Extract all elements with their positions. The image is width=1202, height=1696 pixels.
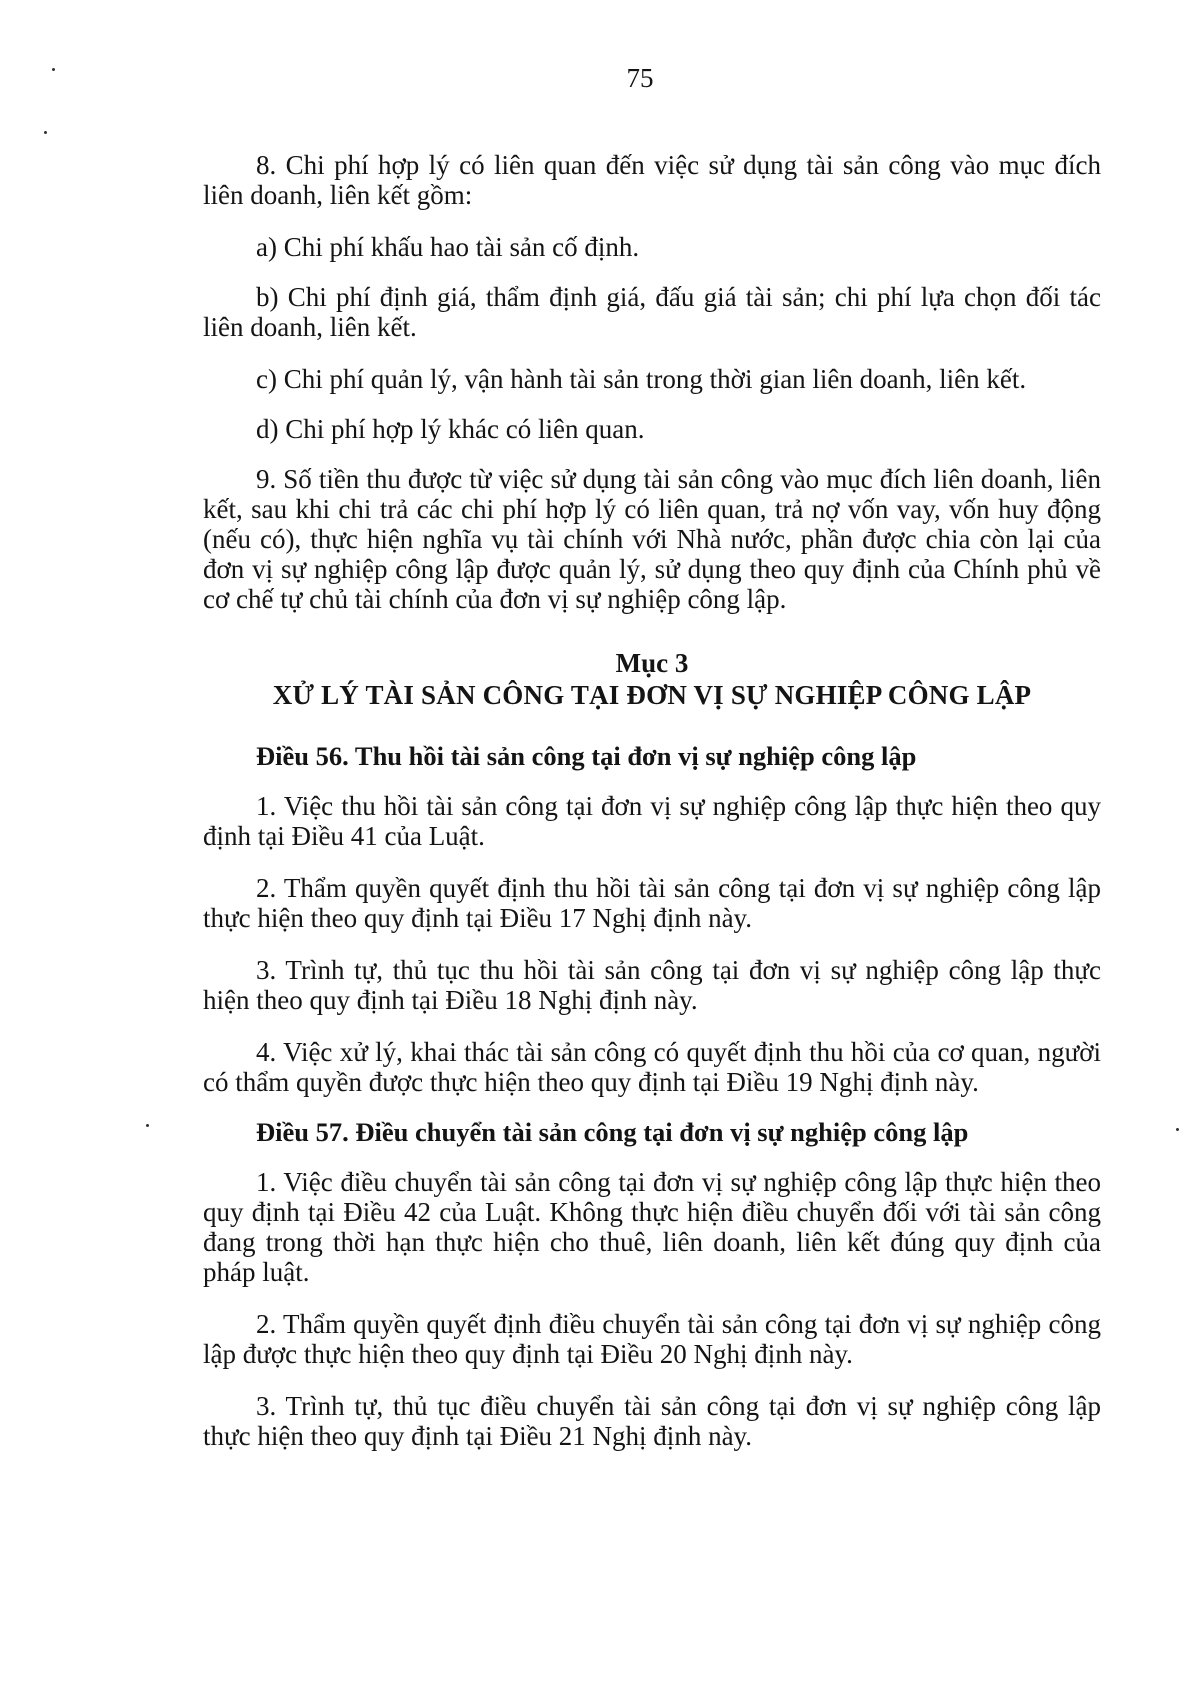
article-56-paragraph-3: 3. Trình tự, thủ tục thu hồi tài sản công tại đơn vị sự nghiệp công lập thực hiện theo quy định tại Điều 18 Nghị định này.	[203, 955, 1101, 1015]
article-57-paragraph-2: 2. Thẩm quyền quyết định điều chuyển tài sản công tại đơn vị sự nghiệp công lập được thực hiện theo quy định tại Điều 20 Nghị định này.	[203, 1309, 1101, 1369]
article-56-heading: Điều 56. Thu hồi tài sản công tại đơn vị sự nghiệp công lập	[256, 741, 917, 771]
article-56-paragraph-2: 2. Thẩm quyền quyết định thu hồi tài sản công tại đơn vị sự nghiệp công lập thực hiện theo quy định tại Điều 17 Nghị định này.	[203, 873, 1101, 933]
scan-speck	[52, 68, 55, 71]
article-57-paragraph-1: 1. Việc điều chuyển tài sản công tại đơn vị sự nghiệp công lập thực hiện theo quy định tại Điều 42 của Luật. Không thực hiện điều chuyển đối với tài sản công đang trong thời hạn thực hiện cho thuê, liên doanh, liên kết đúng quy định của pháp luật.	[203, 1167, 1101, 1287]
article-56-paragraph-4: 4. Việc xử lý, khai thác tài sản công có quyết định thu hồi của cơ quan, người có thẩm quyền được thực hiện theo quy định tại Điều 19 Nghị định này.	[203, 1037, 1101, 1097]
section-heading	[203, 647, 1101, 711]
scan-speck	[146, 1124, 149, 1127]
page-number: 75	[626, 63, 654, 93]
paragraph-8: 8. Chi phí hợp lý có liên quan đến việc sử dụng tài sản công vào mục đích liên doanh, liên kết gồm:	[203, 150, 1101, 210]
section-label: Mục 3	[615, 648, 689, 678]
scan-speck	[1176, 1128, 1179, 1131]
scan-speck	[44, 131, 47, 134]
document-body	[203, 150, 1101, 1473]
article-57-heading: Điều 57. Điều chuyển tài sản công tại đơn vị sự nghiệp công lập	[256, 1117, 969, 1147]
paragraph-8b: b) Chi phí định giá, thẩm định giá, đấu giá tài sản; chi phí lựa chọn đối tác liên doanh, liên kết.	[203, 282, 1101, 342]
paragraph-9: 9. Số tiền thu được từ việc sử dụng tài sản công vào mục đích liên doanh, liên kết, sau khi chi trả các chi phí hợp lý có liên quan, trả nợ vốn vay, vốn huy động (nếu có), thực hiện nghĩa vụ tài chính với Nhà nước, phần được chia còn lại của đơn vị sự nghiệp công lập được quản lý, sử dụng theo quy định của Chính phủ về cơ chế tự chủ tài chính của đơn vị sự nghiệp công lập.	[203, 464, 1101, 614]
article-57-paragraph-3: 3. Trình tự, thủ tục điều chuyển tài sản công tại đơn vị sự nghiệp công lập thực hiện theo quy định tại Điều 21 Nghị định này.	[203, 1391, 1101, 1451]
paragraph-8a: a) Chi phí khấu hao tài sản cố định.	[256, 232, 640, 262]
article-56-paragraph-1: 1. Việc thu hồi tài sản công tại đơn vị sự nghiệp công lập thực hiện theo quy định tại Điều 41 của Luật.	[203, 791, 1101, 851]
section-title: XỬ LÝ TÀI SẢN CÔNG TẠI ĐƠN VỊ SỰ NGHIỆP CÔNG LẬP	[272, 680, 1032, 710]
paragraph-8c: c) Chi phí quản lý, vận hành tài sản trong thời gian liên doanh, liên kết.	[256, 364, 1027, 394]
paragraph-8d: d) Chi phí hợp lý khác có liên quan.	[256, 414, 645, 444]
